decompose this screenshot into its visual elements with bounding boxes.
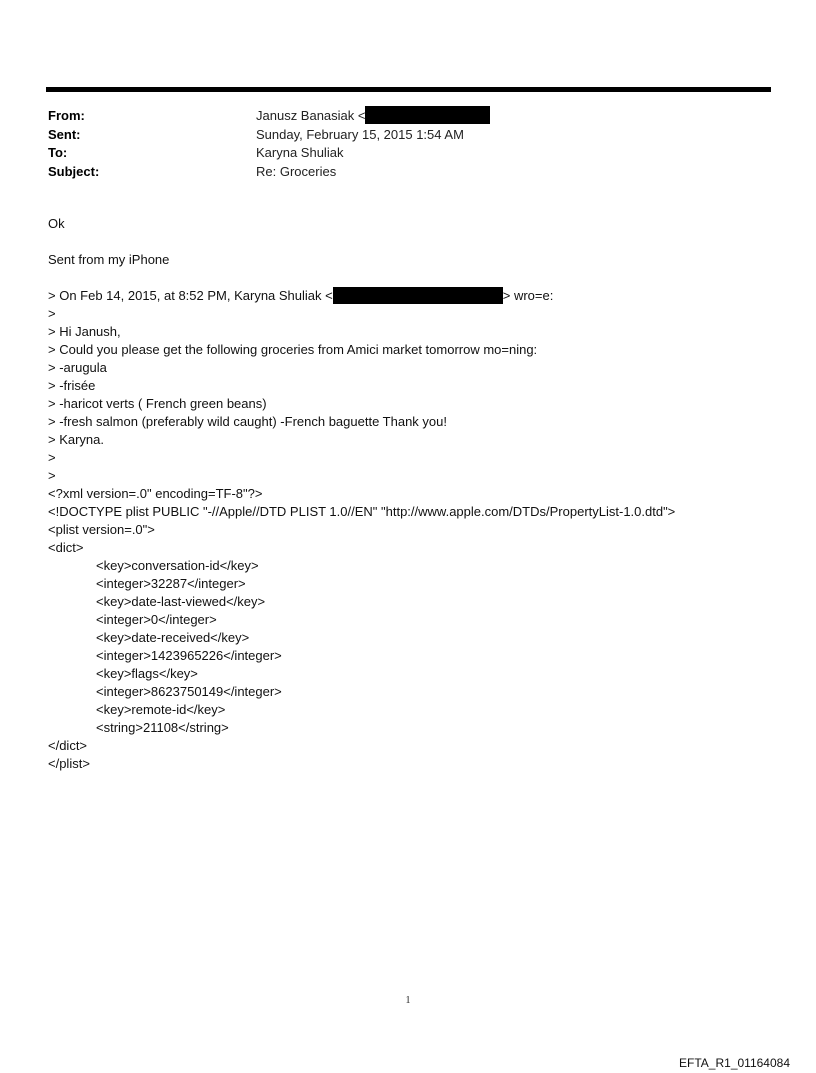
xml-indented-line: <key>remote-id</key>: [96, 702, 226, 717]
bates-number: EFTA_R1_01164084: [679, 1056, 790, 1070]
quoted-line: > Could you please get the following groceries from Amici market tomorrow mo=ning:: [48, 342, 538, 357]
signature-line: Sent from my iPhone: [48, 252, 170, 267]
subject-value: Re: Groceries: [256, 163, 337, 179]
redaction-box: [333, 287, 503, 304]
quoted-line: > -haricot verts ( French green beans): [48, 396, 267, 411]
xml-indented-line: <integer>1423965226</integer>: [96, 648, 282, 663]
quote-intro-after: > wro=e:: [502, 288, 554, 303]
xml-indented-line: <integer>0</integer>: [96, 612, 217, 627]
xml-line: <?xml version=.0" encoding=TF-8"?>: [48, 486, 263, 501]
quoted-line: >: [48, 450, 56, 465]
reply-text: [48, 215, 65, 233]
to-value: Karyna Shuliak: [256, 145, 344, 160]
quoted-line: > Karyna.: [48, 432, 105, 447]
xml-line: <!DOCTYPE plist PUBLIC "-//Apple//DTD PLIST 1.0//EN" "http://www.apple.com/DTDs/PropertyList-1.0.dtd">: [48, 504, 676, 519]
quoted-line: > -frisée: [48, 378, 96, 393]
from-sender-name: Janusz Banasiak <: [256, 108, 366, 123]
quoted-line: >: [48, 468, 56, 483]
xml-indented-line: <integer>32287</integer>: [96, 576, 246, 591]
xml-indented-line: <key>flags</key>: [96, 666, 198, 681]
xml-indented-line: <integer>8623750149</integer>: [96, 684, 282, 699]
signature-text: [48, 251, 169, 269]
sent-value: Sunday, February 15, 2015 1:54 AM: [256, 126, 464, 142]
from-label: From:: [48, 108, 85, 123]
quoted-line: > -fresh salmon (preferably wild caught) -French baguette Thank you!: [48, 414, 447, 429]
xml-line: <plist version=.0">: [48, 522, 155, 537]
quote-intro-before: > On Feb 14, 2015, at 8:52 PM, Karyna Shuliak <: [48, 288, 333, 303]
page-number: 1: [405, 995, 411, 1006]
to-label: To:: [48, 145, 68, 160]
xml-closing-line: </plist>: [48, 756, 90, 771]
from-value: [256, 107, 490, 126]
xml-indented-line: <key>conversation-id</key>: [96, 558, 259, 573]
xml-indented-line: <key>date-last-viewed</key>: [96, 594, 266, 609]
xml-indented-line: <key>date-received</key>: [96, 630, 250, 645]
quoted-line: > -arugula: [48, 360, 107, 375]
xml-indented-line: <string>21108</string>: [96, 720, 229, 735]
quoted-line: >: [48, 306, 56, 321]
quoted-message: [48, 287, 675, 773]
sent-label: Sent:: [48, 126, 81, 142]
xml-line: <dict>: [48, 540, 84, 555]
quoted-line: > Hi Janush,: [48, 324, 121, 339]
reply-line: Ok: [48, 216, 65, 231]
xml-closing-line: </dict>: [48, 738, 88, 753]
quote-intro-line: [48, 287, 675, 305]
redaction-box: [365, 106, 490, 124]
subject-label: Subject:: [48, 163, 100, 179]
header-divider-rule: [46, 87, 771, 92]
